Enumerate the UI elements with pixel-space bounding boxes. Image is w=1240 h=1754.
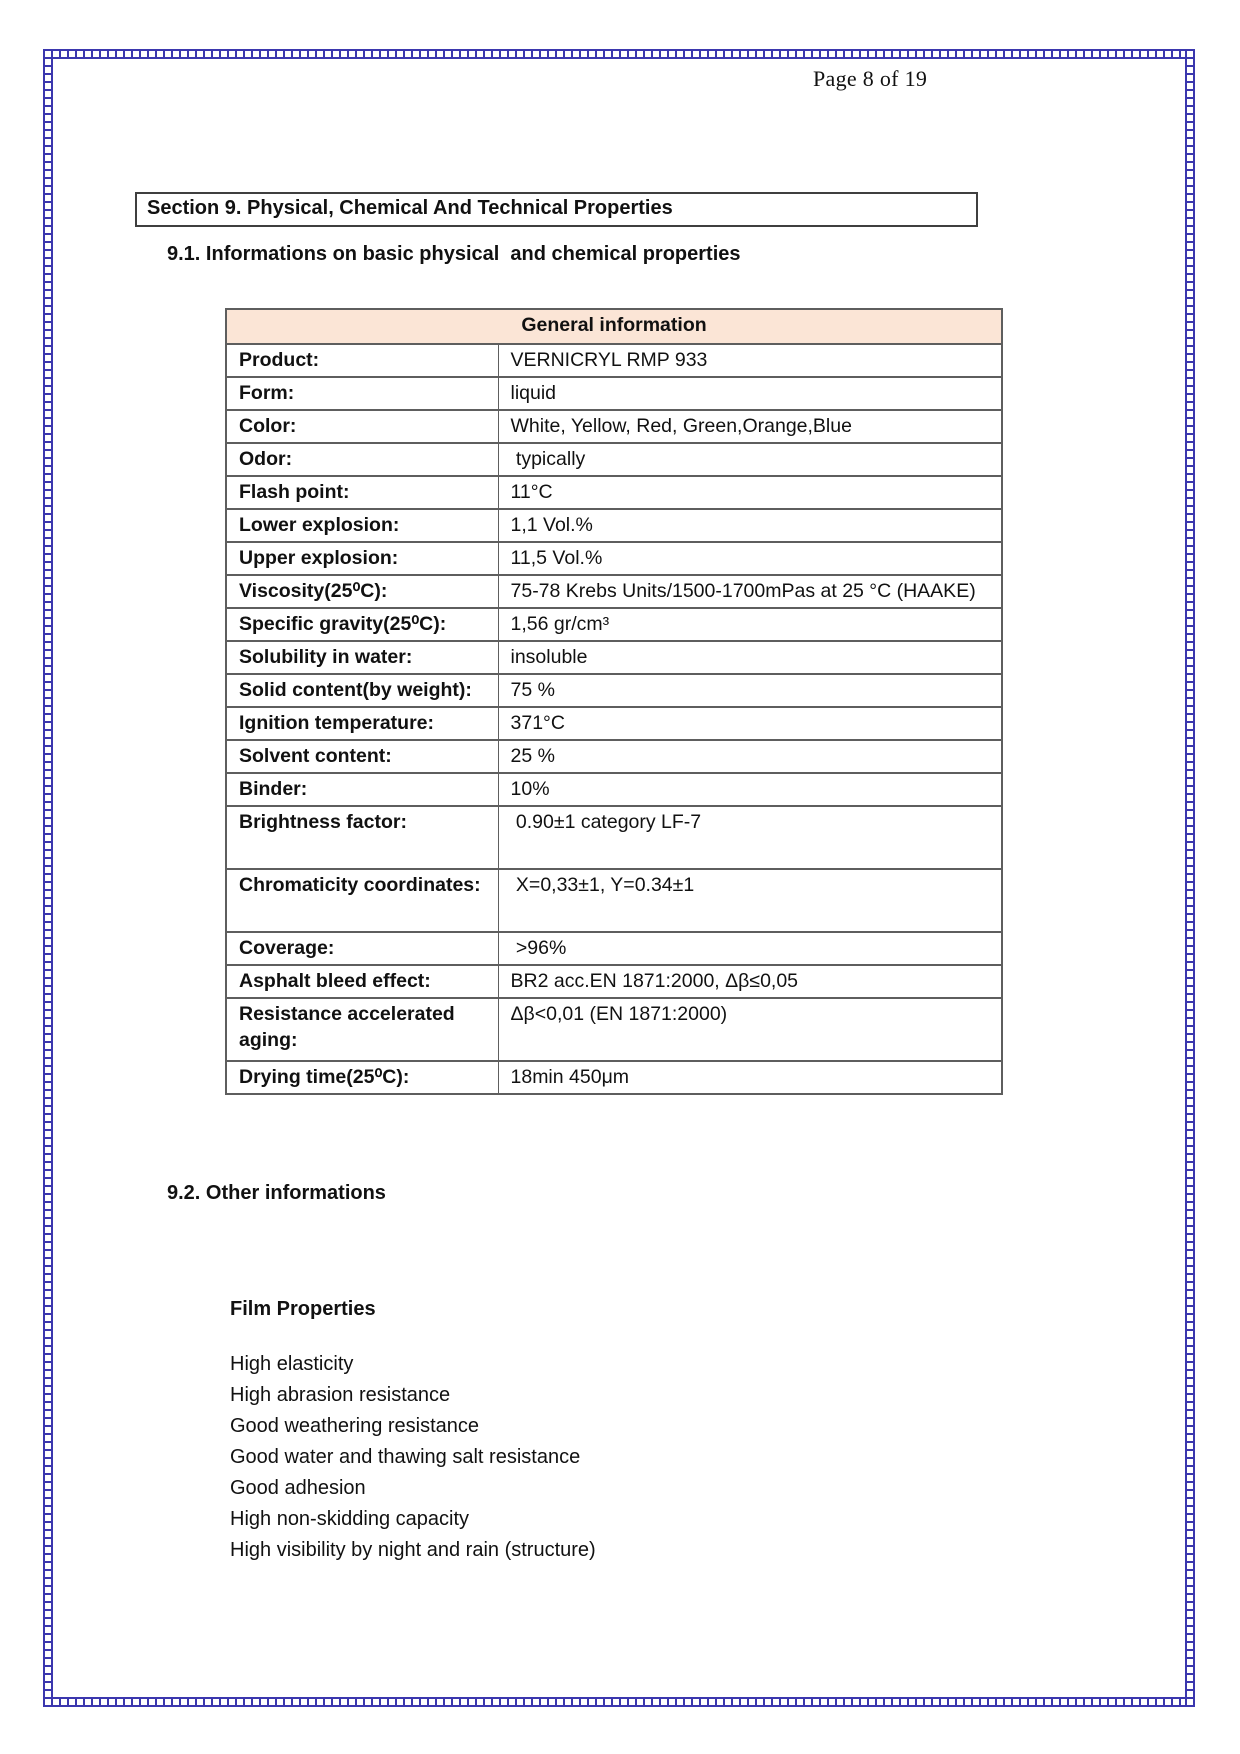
table-row	[226, 641, 1002, 674]
row-value: X=0,33±1, Y=0.34±1	[498, 869, 1002, 932]
row-value: liquid	[498, 377, 1002, 410]
film-property-item: High abrasion resistance	[230, 1384, 451, 1406]
row-value: 11,5 Vol.%	[498, 542, 1002, 575]
row-value: 1,56 gr/cm³	[498, 608, 1002, 641]
row-label: Specific gravity(25⁰C):	[226, 608, 498, 641]
film-property-item: High visibility by night and rain (structure)	[230, 1539, 596, 1561]
table-row	[226, 509, 1002, 542]
table-row	[226, 773, 1002, 806]
row-label: Coverage:	[226, 932, 498, 965]
row-value: >96%	[498, 932, 1002, 965]
row-label: Drying time(25⁰C):	[226, 1061, 498, 1094]
row-value: 75-78 Krebs Units/1500-1700mPas at 25 °C (HAAKE)	[498, 575, 1002, 608]
table-row	[226, 740, 1002, 773]
row-value: 1,1 Vol.%	[498, 509, 1002, 542]
row-label: Product:	[226, 344, 498, 377]
row-label: Binder:	[226, 773, 498, 806]
table-row	[226, 344, 1002, 377]
row-value: 371°C	[498, 707, 1002, 740]
row-value: Δβ<0,01 (EN 1871:2000)	[498, 998, 1002, 1061]
table-row	[226, 806, 1002, 869]
heading-9-1: 9.1. Informations on basic physical and chemical properties	[167, 243, 741, 265]
row-value: VERNICRYL RMP 933	[498, 344, 1002, 377]
film-property-item: High elasticity	[230, 1353, 354, 1375]
table-header-row	[226, 309, 1002, 344]
row-value: White, Yellow, Red, Green,Orange,Blue	[498, 410, 1002, 443]
row-label: Viscosity(25⁰C):	[226, 575, 498, 608]
row-value: 0.90±1 category LF-7	[498, 806, 1002, 869]
film-property-item: Good water and thawing salt resistance	[230, 1446, 581, 1468]
row-value: 18min 450μm	[498, 1061, 1002, 1094]
general-information-table	[225, 308, 1003, 1095]
table-row	[226, 707, 1002, 740]
border-top-strip	[43, 49, 1195, 59]
row-label: Flash point:	[226, 476, 498, 509]
table-row	[226, 932, 1002, 965]
row-label: Color:	[226, 410, 498, 443]
row-value: 75 %	[498, 674, 1002, 707]
table-row	[226, 443, 1002, 476]
row-label: Solid content(by weight):	[226, 674, 498, 707]
row-label: Brightness factor:	[226, 806, 498, 869]
film-property-item: Good adhesion	[230, 1477, 366, 1499]
table-row	[226, 476, 1002, 509]
row-label: Resistance accelerated aging:	[226, 998, 498, 1061]
row-label: Form:	[226, 377, 498, 410]
table-row	[226, 542, 1002, 575]
heading-9-2: 9.2. Other informations	[167, 1182, 386, 1204]
film-property-item: High non-skidding capacity	[230, 1508, 470, 1530]
row-label: Solvent content:	[226, 740, 498, 773]
film-properties-list	[230, 1352, 596, 1569]
table-row	[226, 608, 1002, 641]
table-row	[226, 869, 1002, 932]
film-properties-heading: Film Properties	[230, 1298, 376, 1320]
row-value: 25 %	[498, 740, 1002, 773]
table-row	[226, 674, 1002, 707]
table-header: General information	[226, 309, 1002, 344]
table-row	[226, 410, 1002, 443]
row-value: typically	[498, 443, 1002, 476]
row-value: BR2 acc.EN 1871:2000, Δβ≤0,05	[498, 965, 1002, 998]
table-row	[226, 1061, 1002, 1094]
border-left-strip	[43, 49, 53, 1707]
row-label: Asphalt bleed effect:	[226, 965, 498, 998]
section-9-title: Section 9. Physical, Chemical And Technical Properties	[147, 197, 673, 219]
row-label: Odor:	[226, 443, 498, 476]
row-value: 11°C	[498, 476, 1002, 509]
row-label: Upper explosion:	[226, 542, 498, 575]
table-row	[226, 965, 1002, 998]
section-9-title-box	[135, 192, 978, 227]
border-bottom-strip	[43, 1697, 1195, 1707]
border-right-strip	[1185, 49, 1195, 1707]
row-label: Ignition temperature:	[226, 707, 498, 740]
row-label: Solubility in water:	[226, 641, 498, 674]
page-number: Page 8 of 19	[813, 66, 928, 91]
table-row	[226, 377, 1002, 410]
table-row	[226, 998, 1002, 1061]
row-label: Lower explosion:	[226, 509, 498, 542]
row-label: Chromaticity coordinates:	[226, 869, 498, 932]
table-row	[226, 575, 1002, 608]
row-value: insoluble	[498, 641, 1002, 674]
row-value: 10%	[498, 773, 1002, 806]
film-property-item: Good weathering resistance	[230, 1415, 480, 1437]
